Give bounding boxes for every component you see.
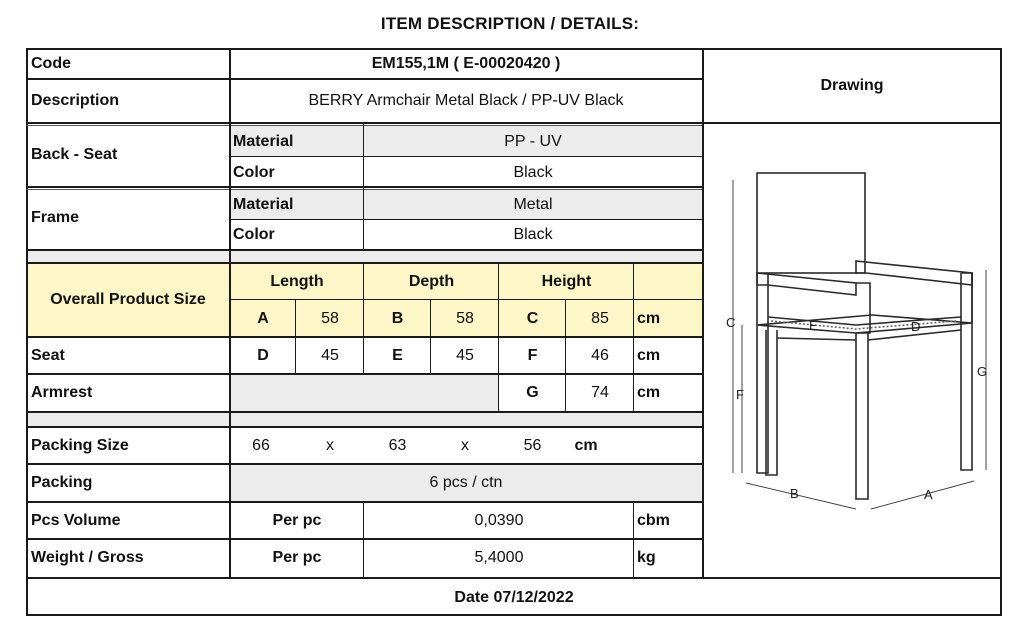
height-header: Height: [541, 272, 592, 290]
row-line-9: [26, 336, 702, 338]
frame-color-label: Color: [233, 226, 275, 243]
right-arm-post: [961, 273, 972, 323]
description-value: BERRY Armchair Metal Black / PP-UV Black: [308, 92, 624, 109]
page-title: ITEM DESCRIPTION / DETAILS:: [380, 14, 640, 33]
col-line-per: [363, 502, 364, 578]
packing-size-label: Packing Size: [31, 436, 129, 454]
overall-size-label: Overall Product Size: [50, 291, 206, 308]
row-line-8: [230, 299, 702, 300]
back-seat-material-label: Material: [233, 132, 294, 150]
pcs-volume-per: Per pc: [272, 511, 322, 529]
size-value-a: 58: [321, 309, 339, 327]
packing-label: Packing: [31, 474, 93, 491]
size-letter-c: C: [526, 309, 539, 327]
size-letter-a: A: [257, 309, 269, 327]
border-right: [1000, 48, 1002, 616]
back-seat-label: Back - Seat: [31, 145, 118, 163]
row-line-10: [26, 373, 702, 375]
back-seat-color-value: Black: [513, 163, 553, 181]
packing-value: 6 pcs / ctn: [429, 474, 503, 491]
row-line-6: [26, 249, 702, 251]
backrest-shape: [757, 173, 865, 273]
border-bottom: [26, 614, 1002, 616]
frame-material-label: Material: [233, 195, 294, 213]
row-line-11: [26, 411, 702, 413]
code-value: EM155,1M ( E-00020420 ): [371, 54, 561, 72]
seat-label: Seat: [31, 346, 65, 364]
row-line-4: [26, 186, 702, 188]
description-label: Description: [31, 92, 120, 109]
back-right-leg: [961, 273, 972, 470]
border-top: [26, 48, 1002, 50]
col-line-bv: [430, 300, 431, 374]
frame-color-value: Black: [513, 226, 553, 243]
drawing-letter-g: G: [977, 364, 988, 379]
col-line-sub: [363, 123, 364, 250]
drawing-letter-f: F: [736, 387, 744, 402]
date-footer: Date 07/12/2022: [454, 588, 574, 606]
row-line-15: [26, 538, 702, 540]
drawing-letter-b: B: [790, 486, 799, 501]
weight-unit: kg: [637, 549, 656, 566]
col-line-cv: [565, 300, 566, 412]
armrest-label: Armrest: [31, 384, 93, 401]
row-line-7: [26, 262, 702, 264]
frame-label: Frame: [31, 209, 80, 226]
divider-drawing-header: [702, 122, 1002, 124]
row-line-2b: [26, 125, 702, 126]
drawing-letter-c: C: [726, 315, 736, 330]
back-seat-material-value: PP - UV: [504, 132, 562, 150]
weight-per: Per pc: [272, 549, 322, 566]
row-line-2: [26, 122, 702, 124]
seat-value-f: 46: [591, 346, 609, 364]
pcs-volume-value: 0,0390: [474, 511, 524, 529]
seat-value-e: 45: [456, 346, 474, 364]
packing-size-unit: cm: [574, 436, 598, 454]
drawing-letter-e: E: [809, 318, 818, 333]
armrest-letter-g: G: [499, 374, 566, 412]
col-line-unit2: [633, 502, 634, 578]
dim-line-b: [746, 483, 856, 509]
chair-diagram: [706, 125, 998, 520]
chair-drawing: [706, 125, 998, 520]
row-line-3: [230, 156, 702, 157]
front-right-leg: [856, 333, 868, 499]
border-date-top: [26, 577, 1002, 579]
size-unit: cm: [637, 309, 661, 327]
armrest-unit: cm: [634, 374, 702, 412]
col-line-b: [363, 263, 364, 374]
row-line-13: [26, 463, 702, 465]
row-line-4b: [26, 189, 702, 190]
right-armrest: [856, 261, 972, 285]
weight-value: 5,4000: [474, 549, 524, 566]
row-line-14: [26, 501, 702, 503]
seat-letter-d: D: [257, 346, 269, 364]
seat-value-d: 45: [321, 346, 339, 364]
packing-size-x1: x: [326, 436, 334, 454]
row-line-5: [230, 219, 702, 220]
col-line-a: [295, 300, 296, 374]
drawing-label: Drawing: [820, 76, 884, 94]
packing-size-height: 56: [523, 436, 542, 454]
packing-size-width: 63: [388, 436, 407, 454]
armrest-value-g: 74: [566, 374, 634, 412]
seat-letter-e: E: [392, 346, 403, 364]
size-value-b: 58: [456, 309, 474, 327]
weight-label: Weight / Gross: [31, 549, 144, 566]
divider-drawing: [702, 48, 704, 578]
left-armrest: [757, 273, 856, 295]
seat-front-bar: [777, 338, 856, 340]
frame-material-value: Metal: [513, 195, 553, 213]
col-line-unit: [633, 263, 634, 412]
length-header: Length: [270, 272, 324, 290]
seat-unit: cm: [637, 346, 661, 364]
dim-line-a: [871, 481, 974, 509]
row-line-1: [26, 78, 702, 80]
pcs-volume-unit: cbm: [637, 511, 670, 529]
seat-letter-f: F: [527, 346, 538, 364]
size-value-c: 85: [591, 309, 609, 327]
size-letter-b: B: [391, 309, 404, 327]
depth-header: Depth: [408, 272, 455, 290]
col-line-label: [229, 48, 231, 578]
drawing-letter-d: D: [911, 319, 921, 334]
drawing-letter-a: A: [924, 487, 933, 502]
bg-spacer-1: [26, 412, 702, 427]
packing-size-length: 66: [252, 436, 270, 454]
packing-size-x2: x: [461, 436, 469, 454]
col-line-c: [498, 263, 499, 412]
back-seat-color-label: Color: [233, 163, 275, 181]
pcs-volume-label: Pcs Volume: [31, 511, 121, 529]
row-line-12: [26, 426, 702, 428]
border-left: [26, 48, 28, 616]
code-label: Code: [31, 54, 71, 72]
